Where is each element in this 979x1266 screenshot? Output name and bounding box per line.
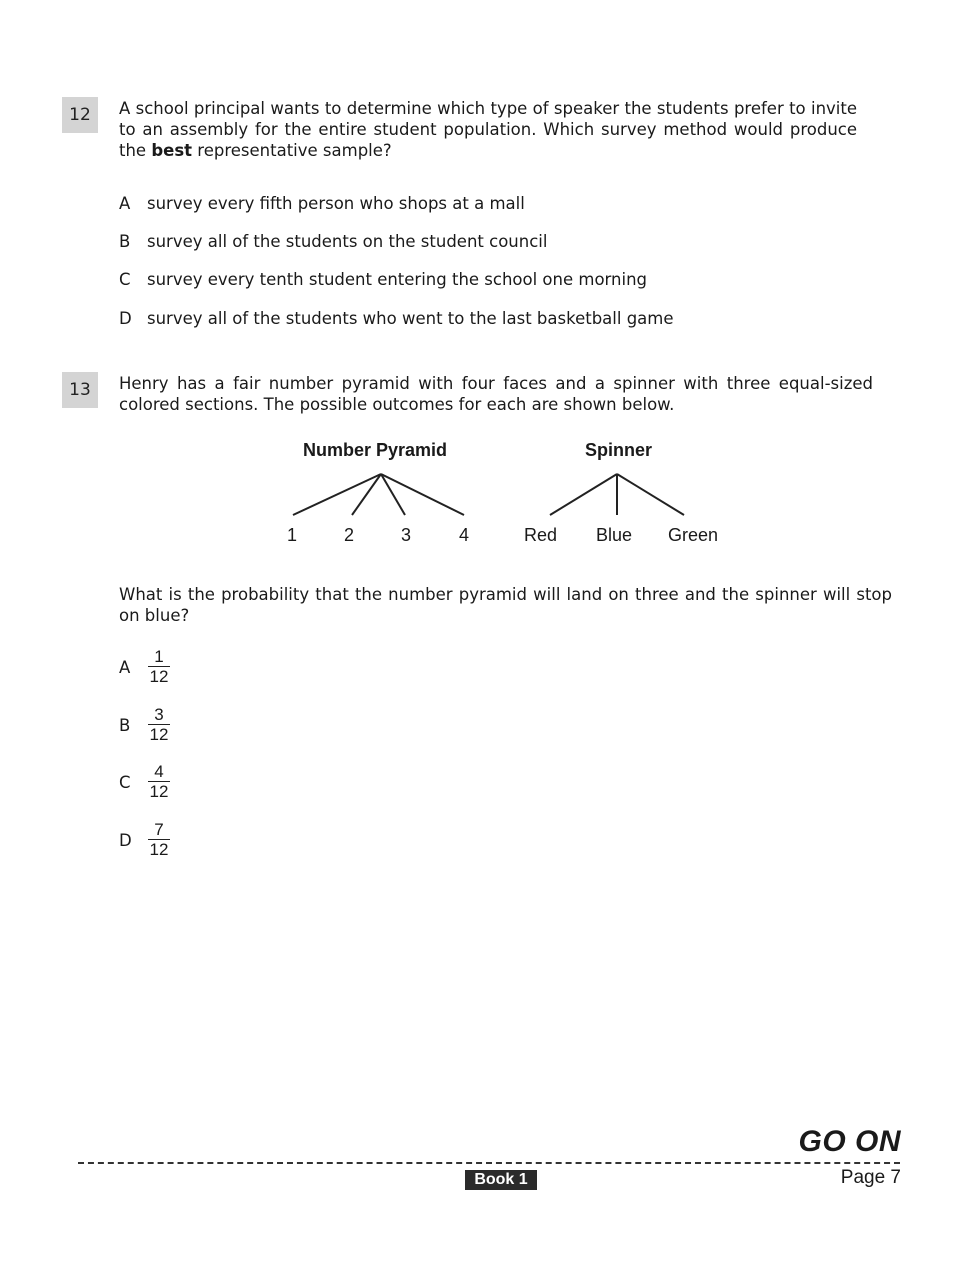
stem-emphasis: best	[151, 141, 193, 160]
page-number: Page 7	[840, 1167, 901, 1188]
footer-divider	[78, 1162, 900, 1164]
spinner-branch-green	[617, 474, 684, 515]
fraction-numerator: 1	[154, 647, 164, 666]
option-letter: C	[119, 773, 131, 792]
option-letter: C	[119, 270, 131, 289]
option-letter: D	[119, 831, 132, 850]
fraction-denominator: 12	[149, 840, 169, 859]
pyramid-branch-1	[293, 474, 381, 515]
spinner-title: Spinner	[585, 440, 653, 460]
question-13-prompt	[119, 584, 892, 626]
stem-text: Henry has a fair number pyramid with four faces and a spinner with three equal-sized colored sections. The possible outcomes for each are shown below.	[119, 374, 873, 414]
option-text: survey every tenth student entering the school one morning	[147, 270, 648, 289]
spinner-outcome-green: Green	[668, 525, 719, 545]
option-fraction	[147, 705, 171, 744]
pyramid-outcome-4: 4	[459, 525, 470, 545]
option-text: survey all of the students on the student council	[147, 232, 548, 251]
option-letter: A	[119, 658, 131, 677]
option-fraction	[147, 762, 171, 801]
fraction-denominator: 12	[149, 782, 169, 801]
option-text: survey all of the students who went to the last basketball game	[147, 309, 674, 328]
pyramid-title: Number Pyramid	[303, 440, 448, 460]
fraction-numerator: 3	[154, 705, 164, 724]
fraction-numerator: 4	[154, 762, 164, 781]
question-number-label: 12	[69, 105, 91, 125]
option-fraction	[147, 820, 171, 859]
option-letter: B	[119, 716, 131, 735]
pyramid-outcome-3: 3	[401, 525, 412, 545]
option-letter: D	[119, 309, 132, 328]
book-badge	[465, 1170, 537, 1190]
spinner-branch-red	[550, 474, 617, 515]
option-letter: A	[119, 194, 131, 213]
stem-text-end: representative sample?	[192, 141, 392, 160]
fraction-denominator: 12	[149, 725, 169, 744]
option-letter: B	[119, 232, 131, 251]
prompt-text: What is the probability that the number pyramid will land on three and the spinner will stop on blue?	[119, 585, 892, 625]
pyramid-outcome-2: 2	[344, 525, 355, 545]
book-label: Book 1	[474, 1171, 528, 1188]
spinner-outcome-red: Red	[524, 525, 558, 545]
go-on-label: GO ON	[798, 1125, 901, 1158]
stem-text: A school principal wants to determine which type of speaker the students prefer to invite to an assembly for the entire student population. Which survey method would produce the	[119, 99, 857, 160]
option-fraction	[147, 647, 171, 686]
fraction-numerator: 7	[154, 820, 164, 839]
pyramid-outcome-1: 1	[287, 525, 298, 545]
fraction-denominator: 12	[149, 667, 169, 686]
question-number-label: 13	[69, 380, 91, 400]
option-text: survey every fifth person who shops at a mall	[147, 194, 525, 213]
spinner-outcome-blue: Blue	[596, 525, 633, 545]
